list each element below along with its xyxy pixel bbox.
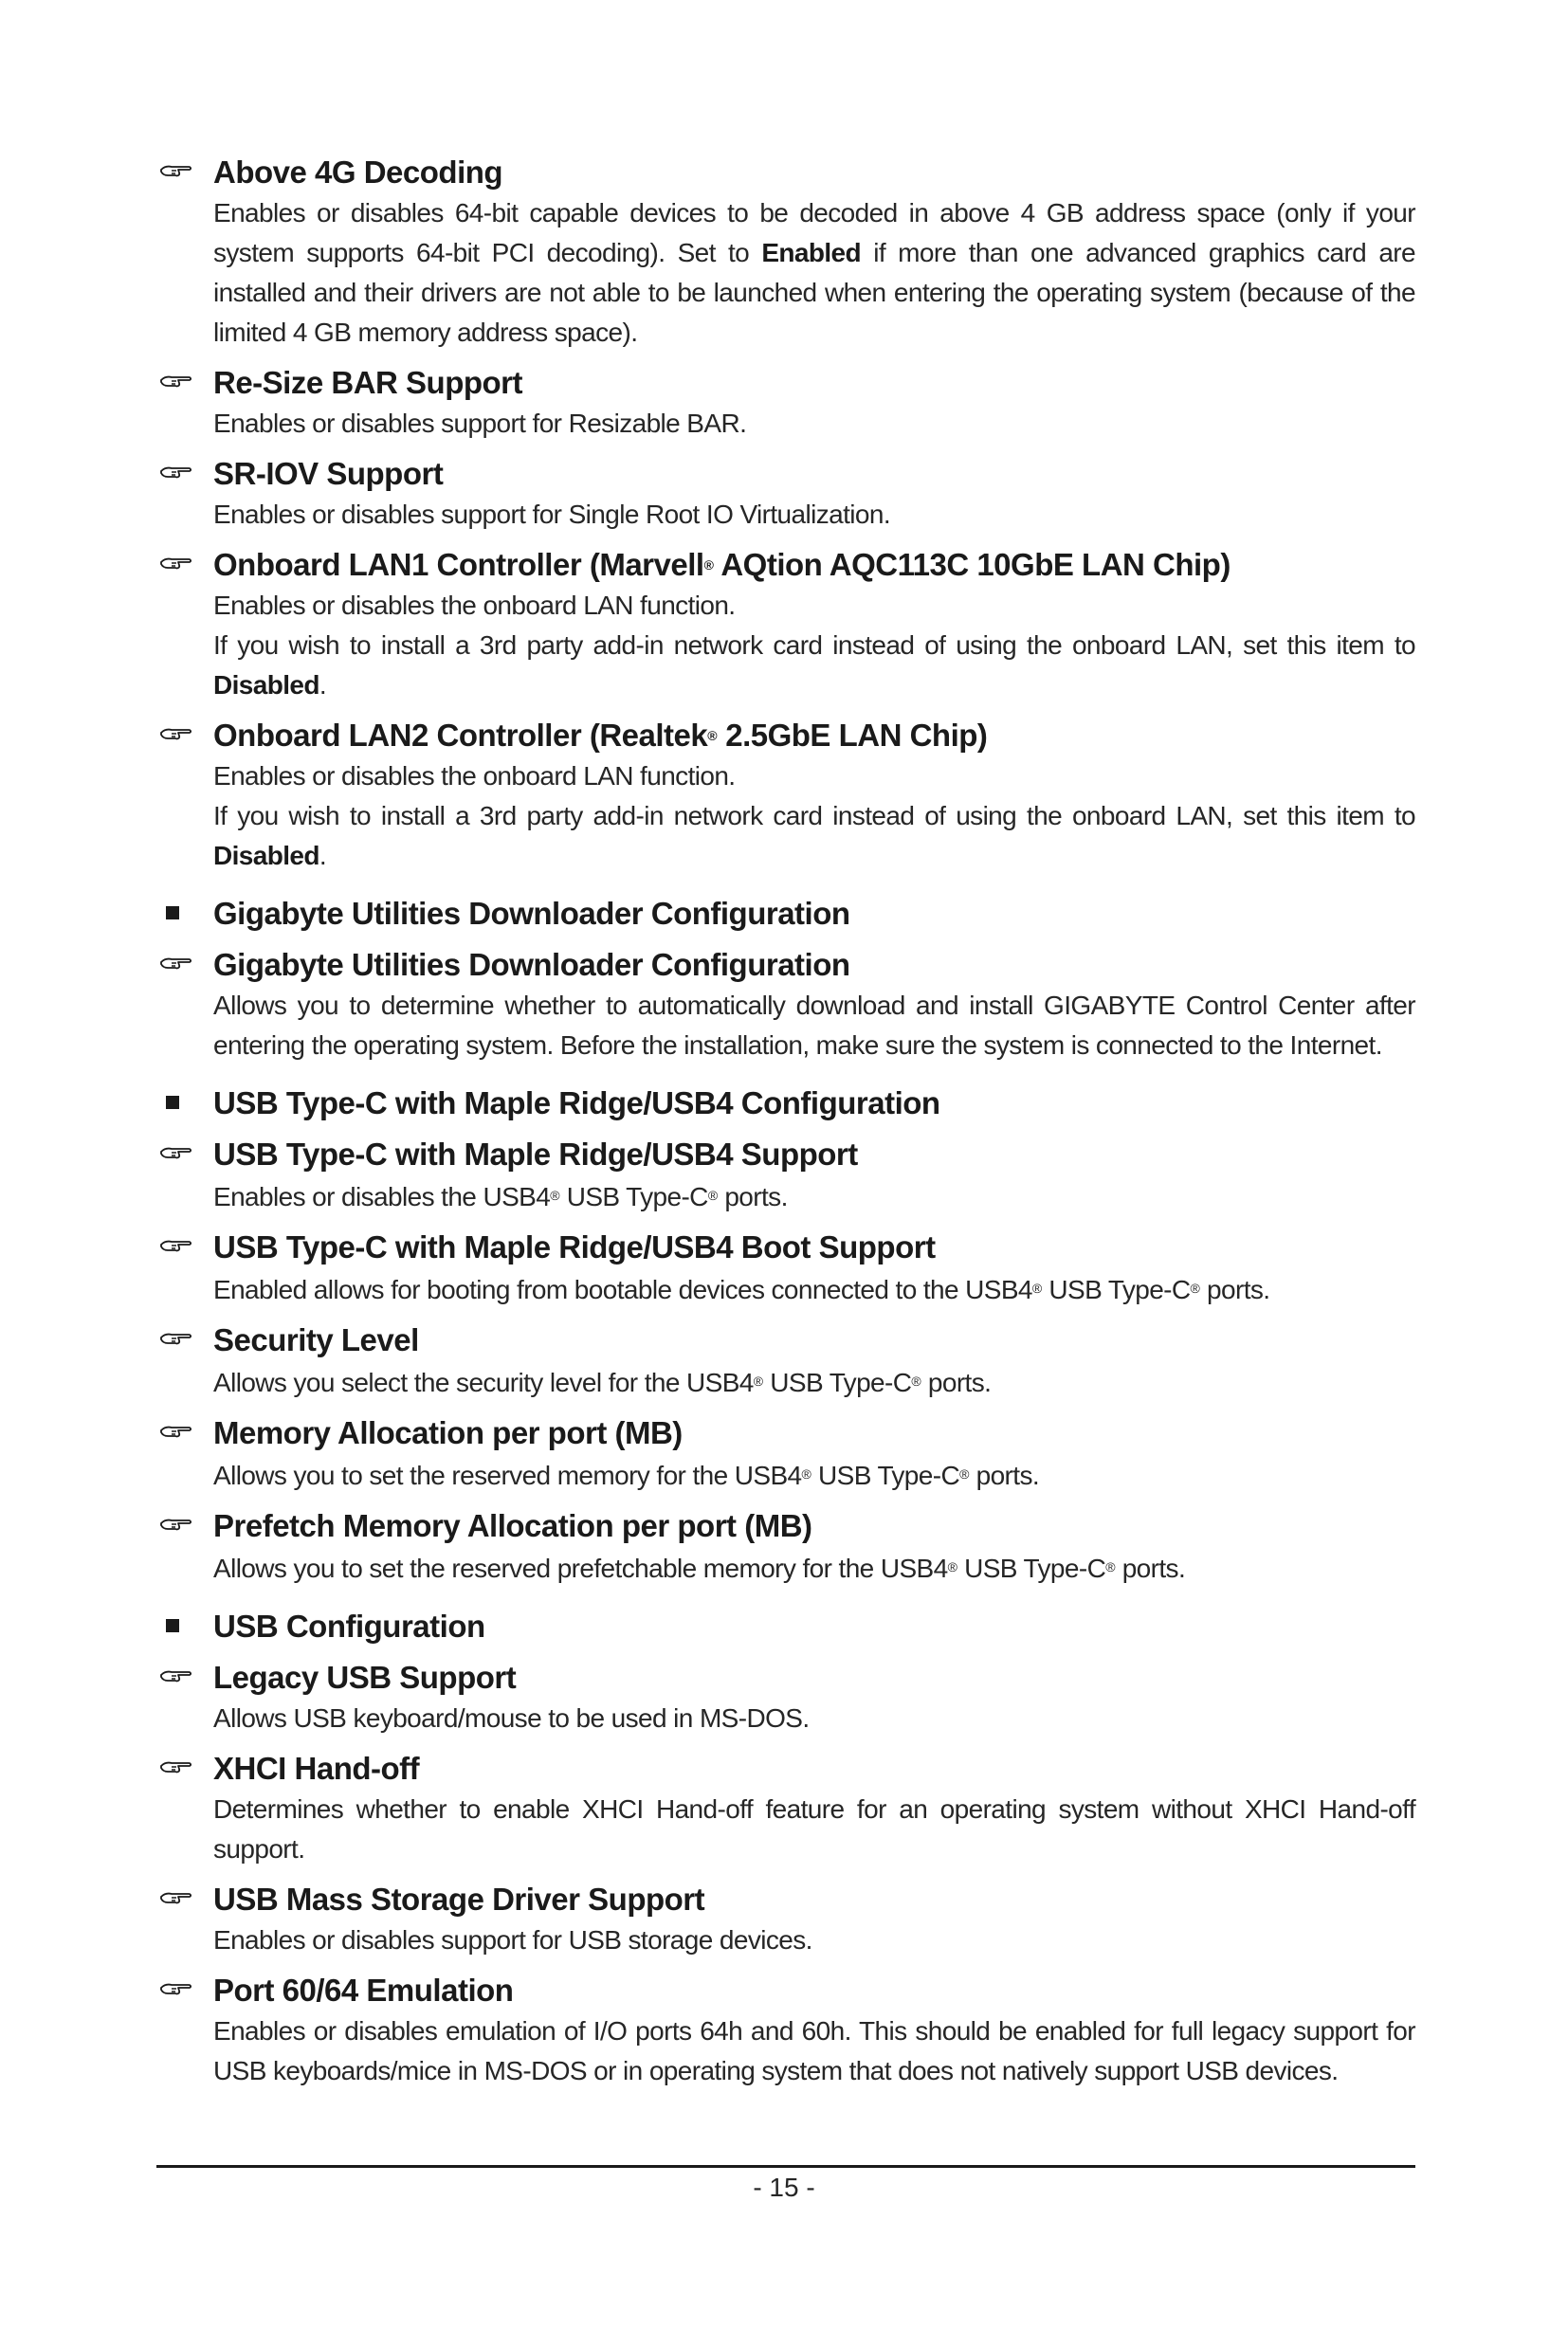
pointing-hand-icon: [160, 1329, 192, 1348]
pointing-hand-icon: [160, 954, 192, 973]
item-description: Allows you to set the reserved prefetchable memory for the USB4® USB Type-C® ports.: [213, 1554, 1186, 1583]
square-bullet-icon: [166, 1619, 179, 1632]
item-title: Port 60/64 Emulation: [213, 1973, 514, 2008]
item-memory-allocation: [156, 1412, 1415, 1496]
emphasis-disabled: Disabled: [213, 841, 319, 870]
section-usb-configuration: [156, 1606, 1415, 1647]
page-number: - 15 -: [753, 2173, 815, 2202]
item-gigabyte-utilities-downloader: [156, 944, 1415, 1065]
item-legacy-usb-support: [156, 1657, 1415, 1738]
pointing-hand-icon: [160, 724, 192, 743]
item-description: Enables or disables support for USB storage devices.: [213, 1925, 812, 1955]
item-usb4-boot-support: [156, 1227, 1415, 1310]
registered-mark: ®: [911, 1374, 921, 1389]
item-description: Allows you to set the reserved memory for the USB4® USB Type-C® ports.: [213, 1461, 1040, 1490]
item-title: SR-IOV Support: [213, 456, 444, 491]
item-title: Prefetch Memory Allocation per port (MB): [213, 1508, 812, 1543]
pointing-hand-icon: [160, 1236, 192, 1255]
item-title: Re-Size BAR Support: [213, 365, 523, 400]
page-content: [156, 152, 1415, 2091]
pointing-hand-icon: [160, 1888, 192, 1907]
section-usb4-configuration: [156, 1083, 1415, 1124]
item-resize-bar-support: [156, 362, 1415, 444]
item-title: Gigabyte Utilities Downloader Configuration: [213, 947, 850, 982]
item-title: XHCI Hand-off: [213, 1751, 420, 1786]
footer-divider: [156, 2165, 1415, 2168]
registered-mark: ®: [959, 1466, 970, 1482]
square-bullet-icon: [166, 1096, 179, 1109]
item-title: USB Mass Storage Driver Support: [213, 1882, 705, 1917]
item-onboard-lan1-controller: [156, 544, 1415, 705]
item-description-note: If you wish to install a 3rd party add-in network card instead of using the onboard LAN, set this item to Disabled.: [213, 630, 1415, 700]
item-xhci-hand-off: [156, 1748, 1415, 1869]
item-onboard-lan2-controller: [156, 715, 1415, 876]
registered-mark: ®: [1105, 1559, 1116, 1574]
section-title: Gigabyte Utilities Downloader Configuration: [213, 896, 850, 931]
registered-mark: ®: [1031, 1281, 1043, 1296]
item-usb-mass-storage-driver: [156, 1879, 1415, 1960]
item-prefetch-memory-allocation: [156, 1505, 1415, 1589]
item-title: USB Type-C with Maple Ridge/USB4 Boot Support: [213, 1229, 936, 1265]
item-title: Memory Allocation per port (MB): [213, 1415, 683, 1450]
pointing-hand-icon: [160, 554, 192, 573]
item-port-6064-emulation: [156, 1970, 1415, 2091]
item-title: USB Type-C with Maple Ridge/USB4 Support: [213, 1137, 858, 1172]
item-security-level: [156, 1319, 1415, 1403]
pointing-hand-icon: [160, 1515, 192, 1534]
pointing-hand-icon: [160, 1979, 192, 1998]
item-title: Onboard LAN1 Controller (Marvell® AQtion AQC113C 10GbE LAN Chip): [213, 547, 1231, 582]
section-gigabyte-utilities: [156, 893, 1415, 935]
item-description: Determines whether to enable XHCI Hand-off feature for an operating system without XHCI Hand-off support.: [213, 1794, 1415, 1864]
pointing-hand-icon: [160, 463, 192, 482]
item-description: Enables or disables the onboard LAN function.: [213, 591, 736, 620]
registered-mark: ®: [753, 1374, 764, 1389]
pointing-hand-icon: [160, 1757, 192, 1776]
pointing-hand-icon: [160, 1666, 192, 1685]
item-description: Enables or disables the USB4® USB Type-C® ports.: [213, 1182, 788, 1211]
registered-mark: ®: [550, 1188, 560, 1203]
pointing-hand-icon: [160, 1143, 192, 1162]
item-title: Legacy USB Support: [213, 1660, 517, 1695]
section-title: USB Type-C with Maple Ridge/USB4 Configuration: [213, 1085, 940, 1120]
pointing-hand-icon: [160, 372, 192, 391]
item-title: Above 4G Decoding: [213, 155, 503, 190]
item-usb4-support: [156, 1134, 1415, 1217]
item-description: Enables or disables support for Resizable BAR.: [213, 409, 747, 438]
item-above-4g-decoding: [156, 152, 1415, 353]
item-sr-iov-support: [156, 453, 1415, 535]
emphasis-enabled: Enabled: [761, 238, 862, 267]
registered-mark: ®: [947, 1559, 957, 1574]
item-description: Allows you to determine whether to automatically download and install GIGABYTE Control Center after entering the operating system. Before the installation, make sure the system is connected to the Internet.: [213, 991, 1415, 1060]
pointing-hand-icon: [160, 161, 192, 180]
item-description: Enables or disables support for Single Root IO Virtualization.: [213, 500, 891, 529]
pointing-hand-icon: [160, 1422, 192, 1441]
item-description: Enables or disables the onboard LAN function.: [213, 761, 736, 791]
registered-mark: ®: [1190, 1281, 1200, 1296]
registered-mark: ®: [707, 1188, 719, 1203]
registered-mark: ®: [707, 728, 718, 743]
registered-mark: ®: [703, 557, 714, 573]
item-description: Allows you select the security level for the USB4® USB Type-C® ports.: [213, 1368, 992, 1397]
section-title: USB Configuration: [213, 1609, 485, 1644]
item-title: Onboard LAN2 Controller (Realtek® 2.5GbE LAN Chip): [213, 718, 988, 753]
item-description: Enabled allows for booting from bootable devices connected to the USB4® USB Type-C® ports.: [213, 1275, 1270, 1304]
item-description-note: If you wish to install a 3rd party add-in network card instead of using the onboard LAN, set this item to Disabled.: [213, 801, 1415, 870]
emphasis-disabled: Disabled: [213, 670, 319, 700]
item-description: Allows USB keyboard/mouse to be used in MS-DOS.: [213, 1703, 810, 1733]
item-description: Enables or disables emulation of I/O ports 64h and 60h. This should be enabled for full legacy support for USB keyboards/mice in MS-DOS or in operating system that does not natively support USB devices.: [213, 2016, 1415, 2085]
item-title: Security Level: [213, 1322, 419, 1357]
item-description: Enables or disables 64-bit capable devices to be decoded in above 4 GB address space (only if your system supports 64-bit PCI decoding). Set to Enabled if more than one advanced graphics card are installed and their drivers are not able to be launched when entering the operating system (because of the limited 4 GB memory address space).: [213, 198, 1415, 347]
registered-mark: ®: [801, 1466, 811, 1482]
square-bullet-icon: [166, 906, 179, 919]
